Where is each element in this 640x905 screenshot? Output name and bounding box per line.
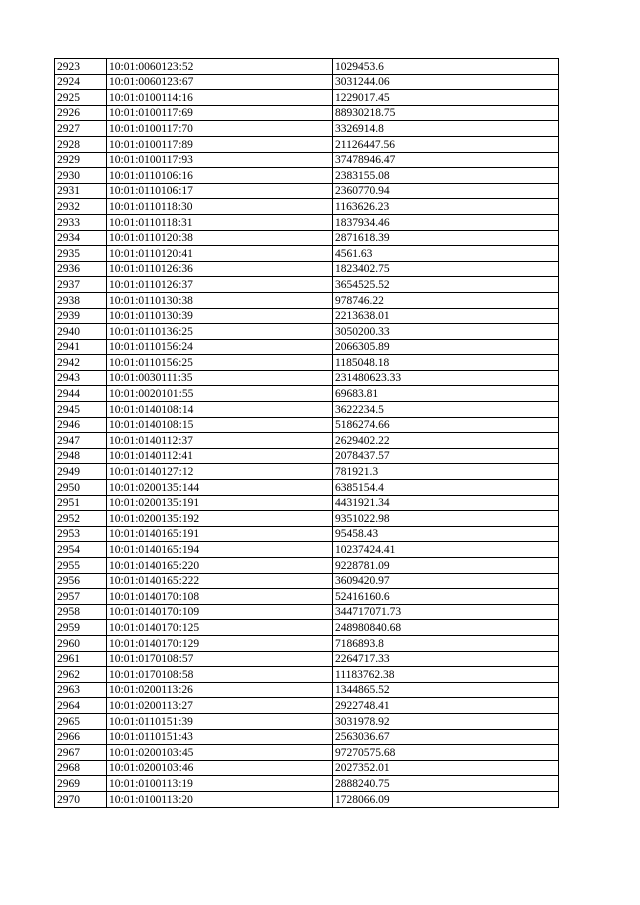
value-cell: 97270575.68 <box>333 745 559 761</box>
value-cell: 1163626.23 <box>333 199 559 215</box>
table-row <box>55 729 559 745</box>
row-number-cell: 2930 <box>55 168 107 184</box>
table-row <box>55 370 559 386</box>
row-number-cell: 2943 <box>55 370 107 386</box>
row-number-cell: 2928 <box>55 136 107 152</box>
value-cell: 2027352.01 <box>333 760 559 776</box>
table-row <box>55 417 559 433</box>
row-number-cell: 2955 <box>55 558 107 574</box>
cadastral-number-cell: 10:01:0110106:16 <box>107 168 333 184</box>
cadastral-number-cell: 10:01:0200113:26 <box>107 682 333 698</box>
table-row <box>55 105 559 121</box>
cadastral-number-cell: 10:01:0140112:37 <box>107 433 333 449</box>
cadastral-number-cell: 10:01:0140170:108 <box>107 589 333 605</box>
value-cell: 2383155.08 <box>333 168 559 184</box>
value-cell: 248980840.68 <box>333 620 559 636</box>
cadastral-number-cell: 10:01:0200135:191 <box>107 495 333 511</box>
table-row <box>55 136 559 152</box>
table-row <box>55 667 559 683</box>
table-row <box>55 776 559 792</box>
row-number-cell: 2929 <box>55 152 107 168</box>
row-number-cell: 2950 <box>55 480 107 496</box>
cadastral-number-cell: 10:01:0110151:39 <box>107 713 333 729</box>
value-cell: 5186274.66 <box>333 417 559 433</box>
value-cell: 2213638.01 <box>333 308 559 324</box>
cadastral-number-cell: 10:01:0110136:25 <box>107 324 333 340</box>
cadastral-number-cell: 10:01:0110130:39 <box>107 308 333 324</box>
row-number-cell: 2964 <box>55 698 107 714</box>
table-row <box>55 448 559 464</box>
value-cell: 1728066.09 <box>333 791 559 807</box>
value-cell: 3326914.8 <box>333 121 559 137</box>
value-cell: 2066305.89 <box>333 339 559 355</box>
row-number-cell: 2937 <box>55 277 107 293</box>
row-number-cell: 2936 <box>55 261 107 277</box>
table-row <box>55 386 559 402</box>
cadastral-number-cell: 10:01:0140108:14 <box>107 402 333 418</box>
cadastral-number-cell: 10:01:0200103:46 <box>107 760 333 776</box>
table-row <box>55 589 559 605</box>
cadastral-number-cell: 10:01:0110156:24 <box>107 339 333 355</box>
table-row <box>55 480 559 496</box>
table-row <box>55 635 559 651</box>
cadastral-number-cell: 10:01:0200103:45 <box>107 745 333 761</box>
cadastral-number-cell: 10:01:0170108:57 <box>107 651 333 667</box>
cadastral-number-cell: 10:01:0140112:41 <box>107 448 333 464</box>
cadastral-number-cell: 10:01:0030111:35 <box>107 370 333 386</box>
value-cell: 1837934.46 <box>333 214 559 230</box>
value-cell: 3654525.52 <box>333 277 559 293</box>
table-row <box>55 355 559 371</box>
row-number-cell: 2958 <box>55 604 107 620</box>
table-row <box>55 573 559 589</box>
row-number-cell: 2962 <box>55 667 107 683</box>
row-number-cell: 2963 <box>55 682 107 698</box>
table-row <box>55 620 559 636</box>
table-row <box>55 542 559 558</box>
value-cell: 2922748.41 <box>333 698 559 714</box>
row-number-cell: 2945 <box>55 402 107 418</box>
cadastral-number-cell: 10:01:0060123:67 <box>107 74 333 90</box>
cadastral-number-cell: 10:01:0100117:93 <box>107 152 333 168</box>
table-row <box>55 339 559 355</box>
cadastral-number-cell: 10:01:0110118:31 <box>107 214 333 230</box>
table-body <box>55 59 559 808</box>
row-number-cell: 2952 <box>55 511 107 527</box>
table-row <box>55 791 559 807</box>
row-number-cell: 2961 <box>55 651 107 667</box>
cadastral-number-cell: 10:01:0140165:220 <box>107 558 333 574</box>
table-row <box>55 511 559 527</box>
value-cell: 69683.81 <box>333 386 559 402</box>
table-row <box>55 246 559 262</box>
cadastral-number-cell: 10:01:0110156:25 <box>107 355 333 371</box>
value-cell: 2629402.22 <box>333 433 559 449</box>
cadastral-number-cell: 10:01:0110126:36 <box>107 261 333 277</box>
value-cell: 1185048.18 <box>333 355 559 371</box>
row-number-cell: 2960 <box>55 635 107 651</box>
value-cell: 781921.3 <box>333 464 559 480</box>
row-number-cell: 2931 <box>55 183 107 199</box>
table-row <box>55 402 559 418</box>
cadastral-number-cell: 10:01:0140165:191 <box>107 526 333 542</box>
cadastral-number-cell: 10:01:0100114:16 <box>107 90 333 106</box>
table-row <box>55 59 559 75</box>
value-cell: 1823402.75 <box>333 261 559 277</box>
table-row <box>55 74 559 90</box>
cadastral-number-cell: 10:01:0140127:12 <box>107 464 333 480</box>
row-number-cell: 2953 <box>55 526 107 542</box>
value-cell: 95458.43 <box>333 526 559 542</box>
cadastral-number-cell: 10:01:0200135:192 <box>107 511 333 527</box>
table-row <box>55 292 559 308</box>
cadastral-number-cell: 10:01:0110120:38 <box>107 230 333 246</box>
cadastral-number-cell: 10:01:0140170:125 <box>107 620 333 636</box>
row-number-cell: 2965 <box>55 713 107 729</box>
cadastral-number-cell: 10:01:0020101:55 <box>107 386 333 402</box>
table-row <box>55 324 559 340</box>
row-number-cell: 2927 <box>55 121 107 137</box>
row-number-cell: 2951 <box>55 495 107 511</box>
table-row <box>55 760 559 776</box>
table-row <box>55 152 559 168</box>
value-cell: 6385154.4 <box>333 480 559 496</box>
cadastral-number-cell: 10:01:0100113:19 <box>107 776 333 792</box>
value-cell: 1344865.52 <box>333 682 559 698</box>
row-number-cell: 2924 <box>55 74 107 90</box>
table-row <box>55 230 559 246</box>
value-cell: 3609420.97 <box>333 573 559 589</box>
cadastral-number-cell: 10:01:0200135:144 <box>107 480 333 496</box>
value-cell: 4431921.34 <box>333 495 559 511</box>
table-row <box>55 651 559 667</box>
row-number-cell: 2946 <box>55 417 107 433</box>
cadastral-number-cell: 10:01:0140170:129 <box>107 635 333 651</box>
cadastral-number-cell: 10:01:0100117:69 <box>107 105 333 121</box>
cadastral-number-cell: 10:01:0140108:15 <box>107 417 333 433</box>
value-cell: 7186893.8 <box>333 635 559 651</box>
row-number-cell: 2940 <box>55 324 107 340</box>
value-cell: 344717071.73 <box>333 604 559 620</box>
cadastral-number-cell: 10:01:0100113:20 <box>107 791 333 807</box>
row-number-cell: 2949 <box>55 464 107 480</box>
value-cell: 9351022.98 <box>333 511 559 527</box>
value-cell: 2888240.75 <box>333 776 559 792</box>
row-number-cell: 2938 <box>55 292 107 308</box>
row-number-cell: 2966 <box>55 729 107 745</box>
table-row <box>55 433 559 449</box>
cadastral-number-cell: 10:01:0110106:17 <box>107 183 333 199</box>
cadastral-number-cell: 10:01:0170108:58 <box>107 667 333 683</box>
row-number-cell: 2923 <box>55 59 107 75</box>
row-number-cell: 2933 <box>55 214 107 230</box>
cadastral-number-cell: 10:01:0110151:43 <box>107 729 333 745</box>
table-row <box>55 121 559 137</box>
cadastral-number-cell: 10:01:0100117:89 <box>107 136 333 152</box>
cadastral-number-cell: 10:01:0200113:27 <box>107 698 333 714</box>
row-number-cell: 2926 <box>55 105 107 121</box>
value-cell: 52416160.6 <box>333 589 559 605</box>
data-table <box>54 58 559 808</box>
value-cell: 37478946.47 <box>333 152 559 168</box>
row-number-cell: 2956 <box>55 573 107 589</box>
row-number-cell: 2967 <box>55 745 107 761</box>
row-number-cell: 2941 <box>55 339 107 355</box>
table-row <box>55 277 559 293</box>
row-number-cell: 2968 <box>55 760 107 776</box>
cadastral-number-cell: 10:01:0060123:52 <box>107 59 333 75</box>
row-number-cell: 2925 <box>55 90 107 106</box>
row-number-cell: 2939 <box>55 308 107 324</box>
row-number-cell: 2948 <box>55 448 107 464</box>
table-row <box>55 199 559 215</box>
value-cell: 1229017.45 <box>333 90 559 106</box>
row-number-cell: 2959 <box>55 620 107 636</box>
value-cell: 88930218.75 <box>333 105 559 121</box>
cadastral-number-cell: 10:01:0140170:109 <box>107 604 333 620</box>
value-cell: 11183762.38 <box>333 667 559 683</box>
value-cell: 3622234.5 <box>333 402 559 418</box>
row-number-cell: 2934 <box>55 230 107 246</box>
row-number-cell: 2932 <box>55 199 107 215</box>
cadastral-number-cell: 10:01:0110120:41 <box>107 246 333 262</box>
table-row <box>55 183 559 199</box>
value-cell: 3031244.06 <box>333 74 559 90</box>
row-number-cell: 2944 <box>55 386 107 402</box>
table-row <box>55 558 559 574</box>
cadastral-number-cell: 10:01:0140165:194 <box>107 542 333 558</box>
table-row <box>55 90 559 106</box>
cadastral-number-cell: 10:01:0110130:38 <box>107 292 333 308</box>
table-row <box>55 308 559 324</box>
value-cell: 2360770.94 <box>333 183 559 199</box>
table-row <box>55 495 559 511</box>
value-cell: 1029453.6 <box>333 59 559 75</box>
table-row <box>55 698 559 714</box>
value-cell: 231480623.33 <box>333 370 559 386</box>
table-row <box>55 604 559 620</box>
value-cell: 2078437.57 <box>333 448 559 464</box>
row-number-cell: 2957 <box>55 589 107 605</box>
value-cell: 9228781.09 <box>333 558 559 574</box>
table-row <box>55 214 559 230</box>
row-number-cell: 2942 <box>55 355 107 371</box>
table-row <box>55 713 559 729</box>
value-cell: 21126447.56 <box>333 136 559 152</box>
row-number-cell: 2970 <box>55 791 107 807</box>
value-cell: 978746.22 <box>333 292 559 308</box>
row-number-cell: 2947 <box>55 433 107 449</box>
table-row <box>55 745 559 761</box>
row-number-cell: 2935 <box>55 246 107 262</box>
value-cell: 2871618.39 <box>333 230 559 246</box>
table-row <box>55 261 559 277</box>
value-cell: 2563036.67 <box>333 729 559 745</box>
value-cell: 4561.63 <box>333 246 559 262</box>
table-row <box>55 464 559 480</box>
table-row <box>55 168 559 184</box>
cadastral-number-cell: 10:01:0110118:30 <box>107 199 333 215</box>
value-cell: 2264717.33 <box>333 651 559 667</box>
cadastral-number-cell: 10:01:0100117:70 <box>107 121 333 137</box>
table-row <box>55 526 559 542</box>
value-cell: 3050200.33 <box>333 324 559 340</box>
cadastral-number-cell: 10:01:0110126:37 <box>107 277 333 293</box>
value-cell: 10237424.41 <box>333 542 559 558</box>
table-row <box>55 682 559 698</box>
row-number-cell: 2954 <box>55 542 107 558</box>
cadastral-number-cell: 10:01:0140165:222 <box>107 573 333 589</box>
row-number-cell: 2969 <box>55 776 107 792</box>
value-cell: 3031978.92 <box>333 713 559 729</box>
